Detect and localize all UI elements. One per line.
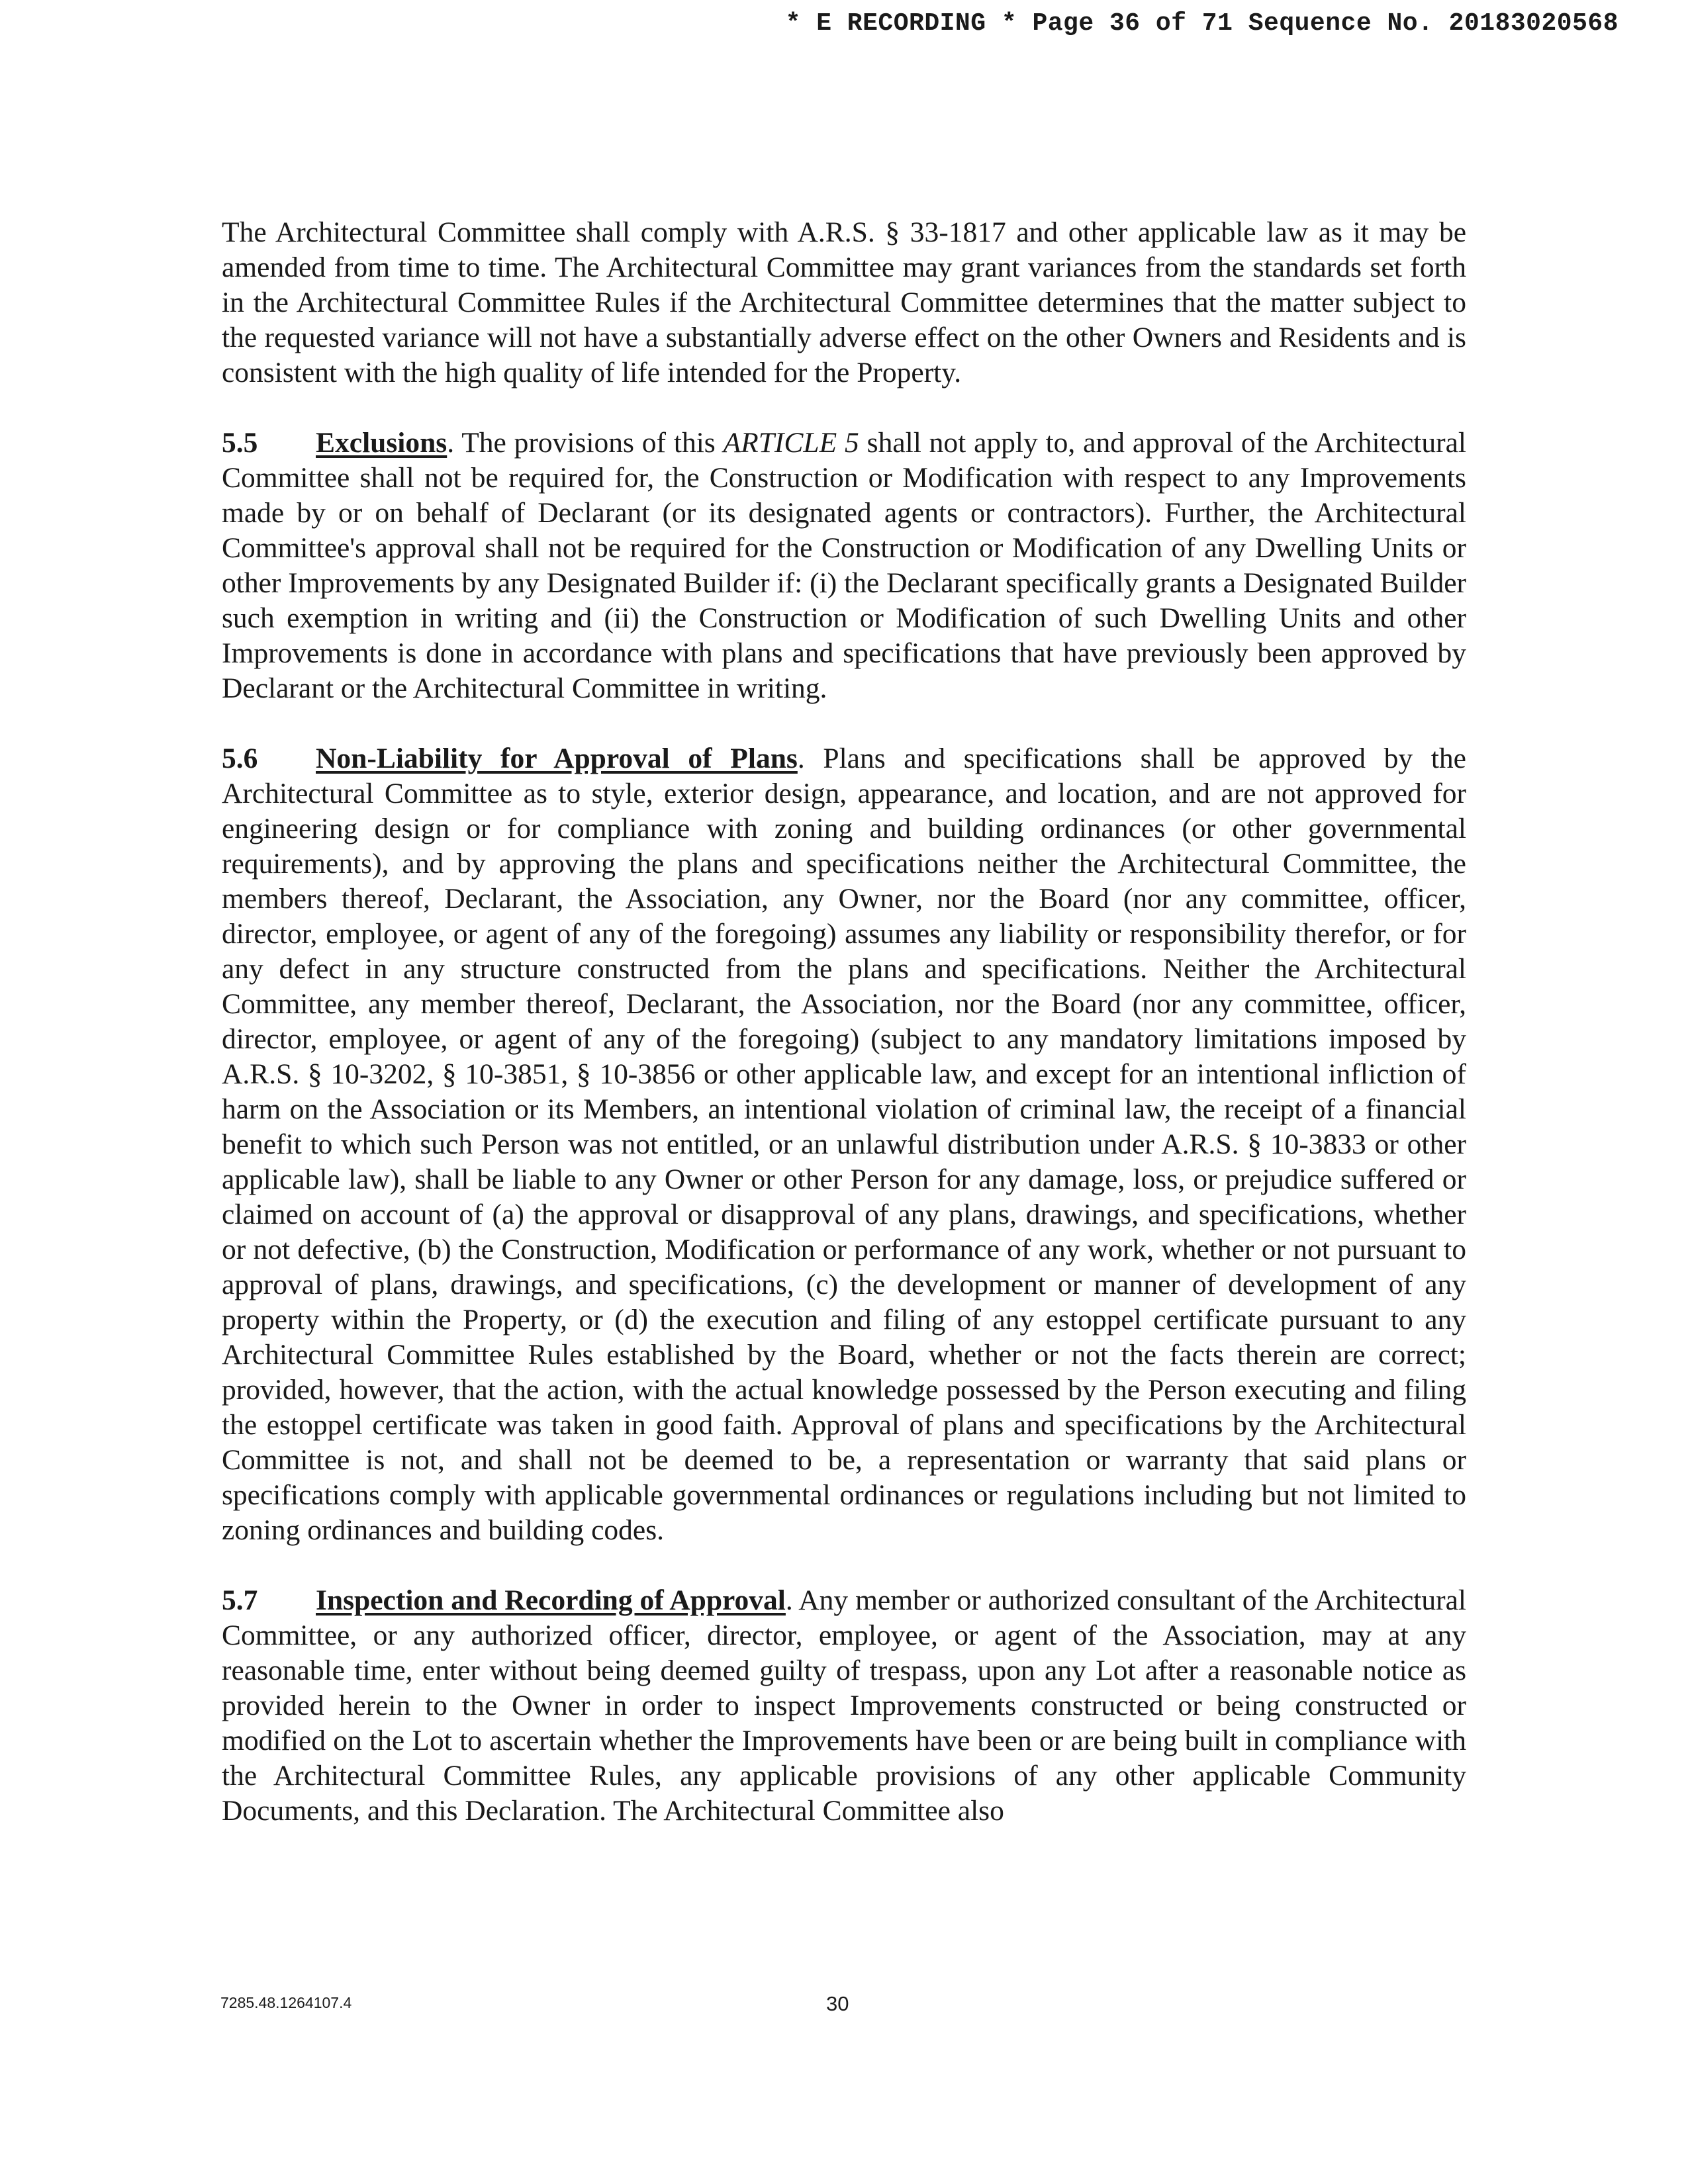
section-5-7 [222,1583,1466,1829]
section-title: Exclusions [316,427,447,459]
section-5-5 [222,426,1466,706]
document-id: 7285.48.1264107.4 [220,1994,352,2011]
recording-header: * E RECORDING * Page 36 of 71 Sequence No. 20183020568 [785,9,1618,38]
section-number: 5.7 [222,1584,258,1616]
section-text: shall not apply to, and approval of the Architectural Committee shall not be required for, the Construction or Modification with respect to any Improvements made by or on behalf of Declarant (or its designated agents or contractors). Further, the Architectural Committee's approval shall not be required for the Construction or Modification of any Dwelling Units or other Improvements by any Designated Builder if: (i) the Declarant specifically grants a Designated Builder such exemption in writing and (ii) the Construction or Modification of such Dwelling Units and other Improvements is done in accordance with plans and specifications that have previously been approved by Declarant or the Architectural Committee in writing. [222,427,1466,704]
article-reference: ARTICLE 5 [723,427,859,459]
page-number: 30 [826,1992,849,2015]
section-text: . Plans and specifications shall be approved by the Architectural Committee as to style, exterior design, appearance, and location, and are not approved for engineering design or for compliance with zoning and building ordinances (or other governmental requirements), and by approving the plans and specifications neither the Architectural Committee, the members thereof, Declarant, the Association, any Owner, nor the Board (nor any committee, officer, director, employee, or agent of any of the foregoing) assumes any liability or responsibility therefor, or for any defect in any structure constructed from the plans and specifications. Neither the Architectural Committee, any member thereof, Declarant, the Association, nor the Board (nor any committee, officer, director, employee, or agent of any of the foregoing) (subject to any mandatory limitations imposed by A.R.S. § 10-3202, § 10-3851, § 10-3856 or other applicable law, and except for an intentional infliction of harm on the Association or its Members, an intentional violation of criminal law, the receipt of a financial benefit to which such Person was not entitled, or an unlawful distribution under A.R.S. § 10-3833 or other applicable law), shall be liable to any Owner or other Person for any damage, loss, or prejudice suffered or claimed on account of (a) the approval or disapproval of any plans, drawings, and specifications, whether or not defective, (b) the Construction, Modification or performance of any work, whether or not pursuant to approval of plans, drawings, and specifications, (c) the development or manner of development of any property within the Property, or (d) the execution and filing of any estoppel certificate pursuant to any Architectural Committee Rules established by the Board, whether or not the facts therein are correct; provided, however, that the action, with the actual knowledge possessed by the Person executing and filing the estoppel certificate was taken in good faith. Approval of plans and specifications by the Architectural Committee is not, and shall not be deemed to be, a representation or warranty that said plans or specifications comply with applicable governmental ordinances or regulations including but not limited to zoning ordinances and building codes. [222,743,1466,1546]
section-number: 5.6 [222,743,258,774]
section-text: . Any member or authorized consultant of the Architectural Committee, or any authorized officer, director, employee, or agent of the Association, may at any reasonable time, enter without being deemed guilty of trespass, upon any Lot after a reasonable notice as provided herein to the Owner in order to inspect Improvements constructed or being constructed or modified on the Lot to ascertain whether the Improvements have been or are being built in compliance with the Architectural Committee Rules, any applicable provisions of any other applicable Community Documents, and this Declaration. The Architectural Committee also [222,1584,1467,1827]
section-text: . The provisions of this [447,427,724,459]
section-number: 5.5 [222,427,258,459]
intro-paragraph: The Architectural Committee shall comply with A.R.S. § 33-1817 and other applicable law as it may be amended from time to time. The Architectural Committee may grant variances from the standards set forth in the Architectural Committee Rules if the Architectural Committee determines that the matter subject to the requested variance will not have a substantially adverse effect on the other Owners and Residents and is consistent with the high quality of life intended for the Property. [222,216,1466,388]
section-5-6 [222,741,1466,1548]
section-title: Inspection and Recording of Approval [316,1584,786,1616]
document-body [222,215,1466,1829]
section-title: Non-Liability for Approval of Plans [316,743,798,774]
